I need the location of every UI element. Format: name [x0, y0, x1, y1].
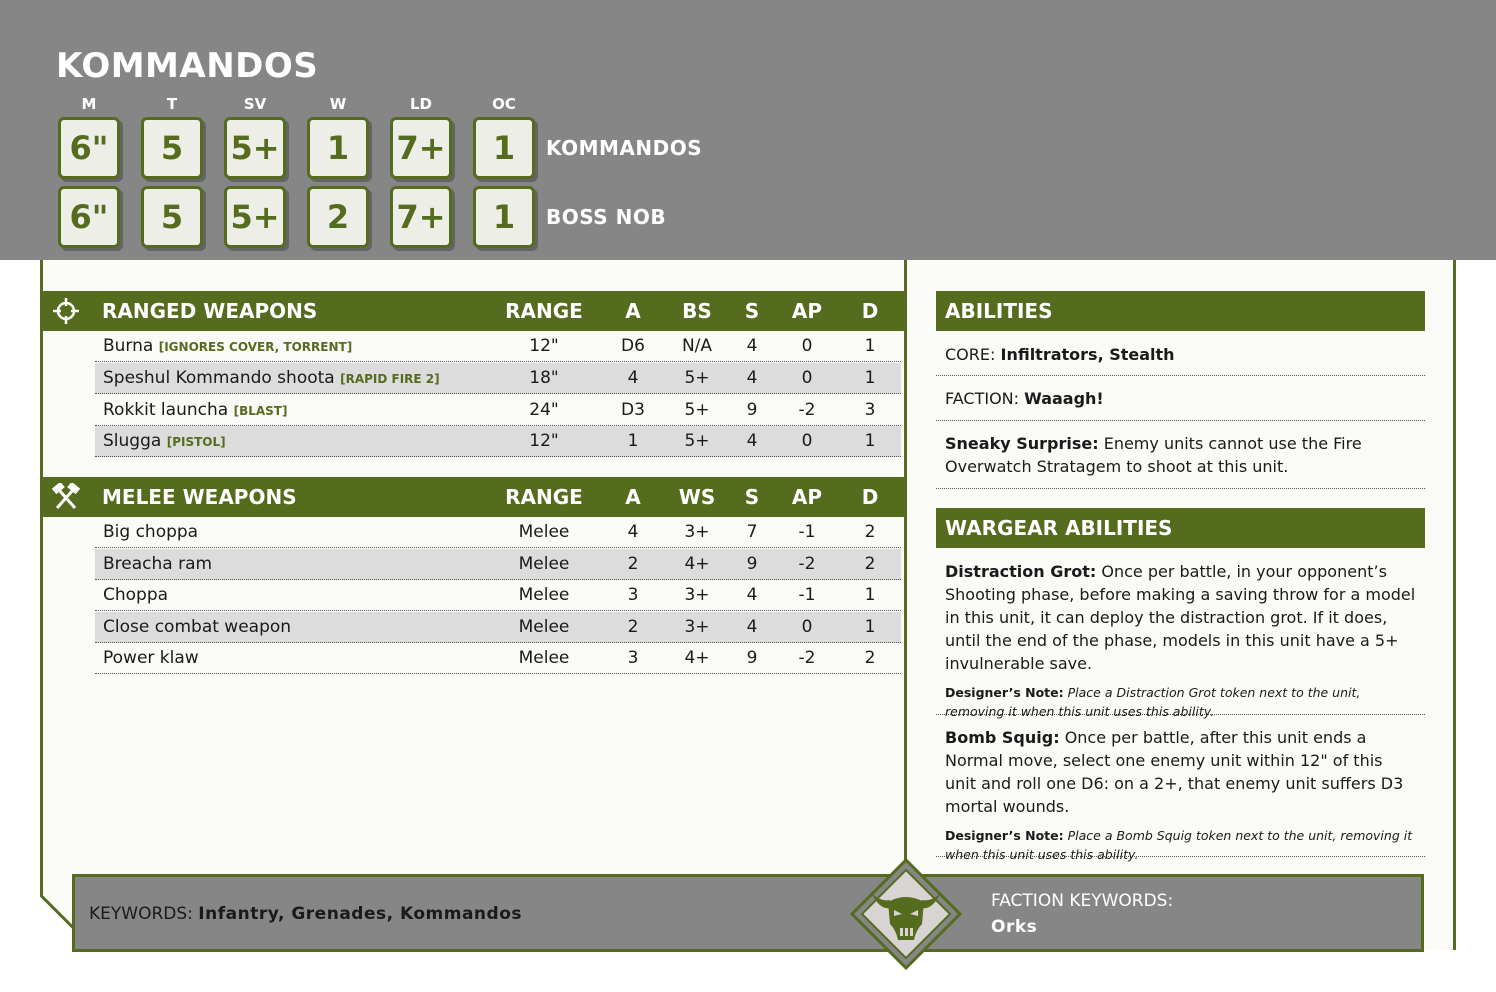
crosshair-icon	[52, 297, 80, 325]
faction-label: FACTION:	[945, 389, 1020, 408]
cell-range: Melee	[518, 617, 570, 637]
designer-note	[945, 683, 1416, 721]
cell-a: D6	[621, 336, 645, 356]
cell-d: 2	[864, 648, 876, 668]
cell-d: 1	[864, 617, 876, 637]
cell-a: 3	[627, 648, 639, 668]
note-text: Place a Bomb Squig token next to the unit, removing it when this unit uses this ability.	[945, 828, 1413, 862]
ability-name: Bomb Squig:	[945, 728, 1060, 747]
crossed-hammers-icon	[52, 483, 80, 511]
cell-ap: -2	[798, 554, 816, 574]
core-value: Infiltrators, Stealth	[1000, 345, 1175, 364]
core-label: CORE:	[945, 345, 996, 364]
table-row	[95, 580, 901, 611]
cell-range: Melee	[518, 585, 570, 605]
stat-label-w: W	[329, 95, 347, 113]
cell-bs: 5+	[684, 368, 710, 388]
cell-s: 9	[746, 554, 758, 574]
cell-ws: 3+	[684, 585, 710, 605]
cell-ws: 3+	[684, 522, 710, 542]
ability-text: Once per battle, in your opponent’s Shooting phase, before making a saving throw for a model in this unit, it can deploy the distraction grot. If it does, until the end of the phase, models in this unit have a 5+ invulnerable save.	[945, 562, 1416, 673]
cell-a: 4	[627, 368, 639, 388]
cell-d: 3	[864, 400, 876, 420]
cell-ap: -1	[798, 585, 816, 605]
keywords-label: KEYWORDS:	[89, 904, 193, 924]
cell-range: Melee	[518, 522, 570, 542]
keywords-footer	[72, 874, 1424, 952]
melee-weapons-header	[40, 477, 904, 517]
cell-d: 1	[864, 368, 876, 388]
wargear-bomb-squig	[936, 726, 1425, 862]
profile-name: BOSS NOB	[546, 205, 667, 229]
table-row	[95, 517, 901, 548]
table-row	[95, 395, 901, 426]
cell-d: 1	[864, 585, 876, 605]
weapon-name: Power klaw	[103, 648, 199, 668]
weapon-name: Rokkit launcha	[103, 400, 229, 420]
cell-s: 9	[746, 648, 758, 668]
cell-ap: 0	[801, 368, 813, 388]
col-ws: WS	[678, 485, 716, 509]
cell-s: 4	[746, 617, 758, 637]
col-d: D	[861, 485, 879, 509]
col-range: RANGE	[505, 299, 583, 323]
cell-a: 3	[627, 585, 639, 605]
cell-d: 1	[864, 336, 876, 356]
ranged-weapons-header	[40, 291, 904, 331]
profile-name: KOMMANDOS	[546, 136, 703, 160]
cell-ap: -2	[798, 648, 816, 668]
weapon-name: Speshul Kommando shoota	[103, 368, 335, 388]
cell-d: 2	[864, 522, 876, 542]
col-ap: AP	[791, 485, 823, 509]
keywords	[89, 904, 522, 924]
weapon-keywords: [PISTOL]	[166, 435, 226, 449]
cell-range: 12"	[529, 431, 559, 451]
stat-box: 2	[307, 186, 369, 248]
note-label: Designer’s Note:	[945, 685, 1064, 700]
cell-ws: 4+	[684, 648, 710, 668]
table-row	[95, 612, 901, 643]
weapon-name: Burna	[103, 336, 154, 356]
stat-label-sv: SV	[243, 95, 267, 113]
designer-note	[945, 826, 1416, 864]
table-row	[95, 643, 901, 674]
col-d: D	[861, 299, 879, 323]
stat-box: 6"	[58, 186, 120, 248]
wargear-abilities-header: WARGEAR ABILITIES	[936, 508, 1425, 548]
cell-s: 4	[746, 585, 758, 605]
cell-a: 4	[627, 522, 639, 542]
cell-a: 2	[627, 554, 639, 574]
table-row	[95, 549, 901, 580]
abilities-header: ABILITIES	[936, 291, 1425, 331]
table-row	[95, 426, 901, 457]
cell-s: 4	[746, 368, 758, 388]
stat-box: 5+	[224, 117, 286, 179]
weapon-name: Close combat weapon	[103, 617, 292, 637]
weapon-name: Breacha ram	[103, 554, 213, 574]
col-s: S	[744, 299, 760, 323]
cell-ap: 0	[801, 336, 813, 356]
faction-abilities	[936, 387, 1425, 421]
cell-ap: -2	[798, 400, 816, 420]
stat-label-ld: LD	[409, 95, 432, 113]
melee-weapons-title: MELEE WEAPONS	[102, 485, 297, 509]
weapon-keywords: [RAPID FIRE 2]	[340, 372, 440, 386]
weapon-keywords: [BLAST]	[233, 404, 288, 418]
ability-name: Sneaky Surprise:	[945, 434, 1099, 453]
cell-ws: 4+	[684, 554, 710, 574]
stat-box: 6"	[58, 117, 120, 179]
col-bs: BS	[682, 299, 712, 323]
stat-box: 1	[307, 117, 369, 179]
stat-box: 1	[473, 186, 535, 248]
cell-s: 4	[746, 336, 758, 356]
cell-range: Melee	[518, 648, 570, 668]
cell-ap: 0	[801, 617, 813, 637]
col-ap: AP	[791, 299, 823, 323]
frame-corner	[0, 880, 80, 960]
cell-d: 2	[864, 554, 876, 574]
col-a: A	[625, 299, 641, 323]
cell-d: 1	[864, 431, 876, 451]
col-a: A	[625, 485, 641, 509]
cell-ap: -1	[798, 522, 816, 542]
note-label: Designer’s Note:	[945, 828, 1064, 843]
cell-ws: 3+	[684, 617, 710, 637]
ability-text: Enemy units cannot use the Fire Overwatch Stratagem to shoot at this unit.	[945, 434, 1362, 476]
ability-sneaky-surprise	[936, 432, 1425, 489]
faction-keywords-label: FACTION KEYWORDS:	[991, 891, 1174, 911]
cell-range: 24"	[529, 400, 559, 420]
cell-range: Melee	[518, 554, 570, 574]
stat-label-oc: OC	[492, 95, 516, 113]
cell-range: 18"	[529, 368, 559, 388]
wargear-distraction-grot	[936, 560, 1425, 719]
col-range: RANGE	[505, 485, 583, 509]
stat-label-t: T	[166, 95, 178, 113]
cell-ap: 0	[801, 431, 813, 451]
col-s: S	[744, 485, 760, 509]
unit-title: KOMMANDOS	[56, 46, 319, 86]
stat-box: 5	[141, 186, 203, 248]
stat-box: 1	[473, 117, 535, 179]
cell-a: D3	[621, 400, 645, 420]
table-row	[95, 331, 901, 362]
faction-keywords-value: Orks	[991, 917, 1038, 937]
ork-skull-icon	[850, 858, 962, 970]
ability-name: Distraction Grot:	[945, 562, 1097, 581]
ranged-weapons-title: RANGED WEAPONS	[102, 299, 318, 323]
weapon-name: Slugga	[103, 431, 162, 451]
cell-s: 4	[746, 431, 758, 451]
weapon-name: Choppa	[103, 585, 169, 605]
stat-box: 5+	[224, 186, 286, 248]
ability-text: Once per battle, after this unit ends a Normal move, select one enemy unit within 12" of this unit and roll one D6: on a 2+, that enemy unit suffers D3 mortal wounds.	[945, 728, 1404, 816]
stat-box: 7+	[390, 186, 452, 248]
faction-value: Waaagh!	[1024, 389, 1104, 408]
cell-s: 7	[746, 522, 758, 542]
cell-a: 1	[627, 431, 639, 451]
weapon-name: Big choppa	[103, 522, 199, 542]
cell-a: 2	[627, 617, 639, 637]
cell-s: 9	[746, 400, 758, 420]
stat-box: 5	[141, 117, 203, 179]
cell-range: 12"	[529, 336, 559, 356]
weapon-keywords: [IGNORES COVER, TORRENT]	[158, 340, 353, 354]
cell-bs: 5+	[684, 400, 710, 420]
column-divider	[904, 260, 907, 880]
note-text: Place a Distraction Grot token next to the unit, removing it when this unit uses this ability.	[945, 685, 1361, 719]
core-abilities	[936, 343, 1425, 376]
unit-header	[0, 0, 1496, 260]
stat-label-m: M	[81, 95, 97, 113]
stat-box: 7+	[390, 117, 452, 179]
keywords-value: Infantry, Grenades, Kommandos	[198, 904, 523, 924]
cell-bs: 5+	[684, 431, 710, 451]
cell-bs: N/A	[681, 336, 713, 356]
table-row	[95, 363, 901, 394]
